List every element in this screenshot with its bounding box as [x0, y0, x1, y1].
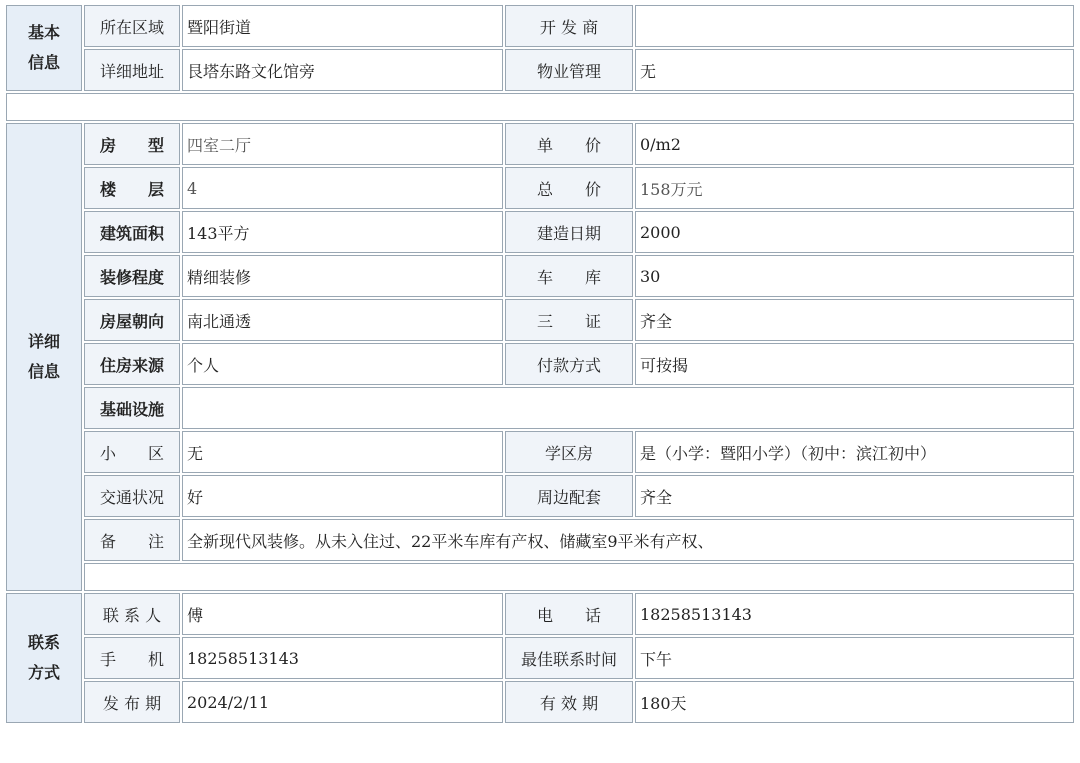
- source-value: 个人: [182, 343, 503, 385]
- payment-value: 可按揭: [635, 343, 1074, 385]
- built-date-label: 建造日期: [505, 211, 633, 253]
- section-basic-info: [6, 5, 82, 91]
- traffic-label: 交通状况: [84, 475, 180, 517]
- best-time-label: 最佳联系时间: [505, 637, 633, 679]
- certificates-label: 三 证: [505, 299, 633, 341]
- nearby-value: 齐全: [635, 475, 1074, 517]
- contact-row-1: [6, 593, 1074, 635]
- floor-value: 4: [182, 167, 503, 209]
- phone-value: 18258513143: [635, 593, 1074, 635]
- unit-price-value: 0/m2: [635, 123, 1074, 165]
- detail-row-3: [6, 211, 1074, 253]
- detail-row-8: [6, 431, 1074, 473]
- separator-cell: [6, 93, 1074, 121]
- layout-label: 房 型: [84, 123, 180, 165]
- built-date-value: 2000: [635, 211, 1074, 253]
- orientation-label: 房屋朝向: [84, 299, 180, 341]
- section-detail-info: [6, 123, 82, 591]
- separator-row: [6, 93, 1074, 121]
- property-value: 无: [635, 49, 1074, 91]
- community-value: 无: [182, 431, 503, 473]
- section-basic-label-1: 基本: [27, 23, 60, 42]
- address-value: 艮塔东路文化馆旁: [182, 49, 503, 91]
- facilities-label: 基础设施: [84, 387, 180, 429]
- payment-label: 付款方式: [505, 343, 633, 385]
- detail-row-5: [6, 299, 1074, 341]
- section-basic-label-2: 信息: [27, 53, 60, 72]
- detail-blank-cell: [84, 563, 1074, 591]
- mobile-value: 18258513143: [182, 637, 503, 679]
- remarks-value: 全新现代风装修。从未入住过、22平米车库有产权、储藏室9平米有产权、: [182, 519, 1074, 561]
- garage-value: 30: [635, 255, 1074, 297]
- basic-row-2: [6, 49, 1074, 91]
- section-contact: [6, 593, 82, 723]
- mobile-label: 手 机: [84, 637, 180, 679]
- section-detail-label-1: 详细: [27, 332, 60, 351]
- floor-label: 楼 层: [84, 167, 180, 209]
- decoration-label: 装修程度: [84, 255, 180, 297]
- detail-row-10: [6, 519, 1074, 561]
- orientation-value: 南北通透: [182, 299, 503, 341]
- basic-row-1: [6, 5, 1074, 47]
- contact-person-value: 傅: [182, 593, 503, 635]
- contact-row-2: [6, 637, 1074, 679]
- detail-row-9: [6, 475, 1074, 517]
- contact-person-label: 联 系 人: [84, 593, 180, 635]
- detail-row-6: [6, 343, 1074, 385]
- source-label: 住房来源: [84, 343, 180, 385]
- address-label: 详细地址: [84, 49, 180, 91]
- valid-period-value: 180天: [635, 681, 1074, 723]
- developer-label: 开 发 商: [505, 5, 633, 47]
- section-detail-label-2: 信息: [27, 362, 60, 381]
- detail-row-2: [6, 167, 1074, 209]
- phone-label: 电 话: [505, 593, 633, 635]
- garage-label: 车 库: [505, 255, 633, 297]
- total-price-value: 158万元: [635, 167, 1074, 209]
- facilities-value: [182, 387, 1074, 429]
- detail-row-7: [6, 387, 1074, 429]
- section-contact-label-2: 方式: [27, 663, 60, 682]
- developer-value: [635, 5, 1074, 47]
- property-label: 物业管理: [505, 49, 633, 91]
- unit-price-label: 单 价: [505, 123, 633, 165]
- section-contact-label-1: 联系: [27, 633, 60, 652]
- detail-blank-row: [6, 563, 1074, 591]
- best-time-value: 下午: [635, 637, 1074, 679]
- area-label: 所在区域: [84, 5, 180, 47]
- building-area-value: 143平方: [182, 211, 503, 253]
- layout-value: 四室二厅: [182, 123, 503, 165]
- listing-table: [4, 3, 1076, 725]
- detail-row-1: [6, 123, 1074, 165]
- community-label: 小 区: [84, 431, 180, 473]
- remarks-label: 备 注: [84, 519, 180, 561]
- traffic-value: 好: [182, 475, 503, 517]
- certificates-value: 齐全: [635, 299, 1074, 341]
- detail-row-4: [6, 255, 1074, 297]
- nearby-label: 周边配套: [505, 475, 633, 517]
- publish-date-label: 发 布 期: [84, 681, 180, 723]
- valid-period-label: 有 效 期: [505, 681, 633, 723]
- school-district-value: 是（小学：暨阳小学）（初中：滨江初中）: [635, 431, 1074, 473]
- decoration-value: 精细装修: [182, 255, 503, 297]
- contact-row-3: [6, 681, 1074, 723]
- publish-date-value: 2024/2/11: [182, 681, 503, 723]
- school-district-label: 学区房: [505, 431, 633, 473]
- total-price-label: 总 价: [505, 167, 633, 209]
- building-area-label: 建筑面积: [84, 211, 180, 253]
- area-value: 暨阳街道: [182, 5, 503, 47]
